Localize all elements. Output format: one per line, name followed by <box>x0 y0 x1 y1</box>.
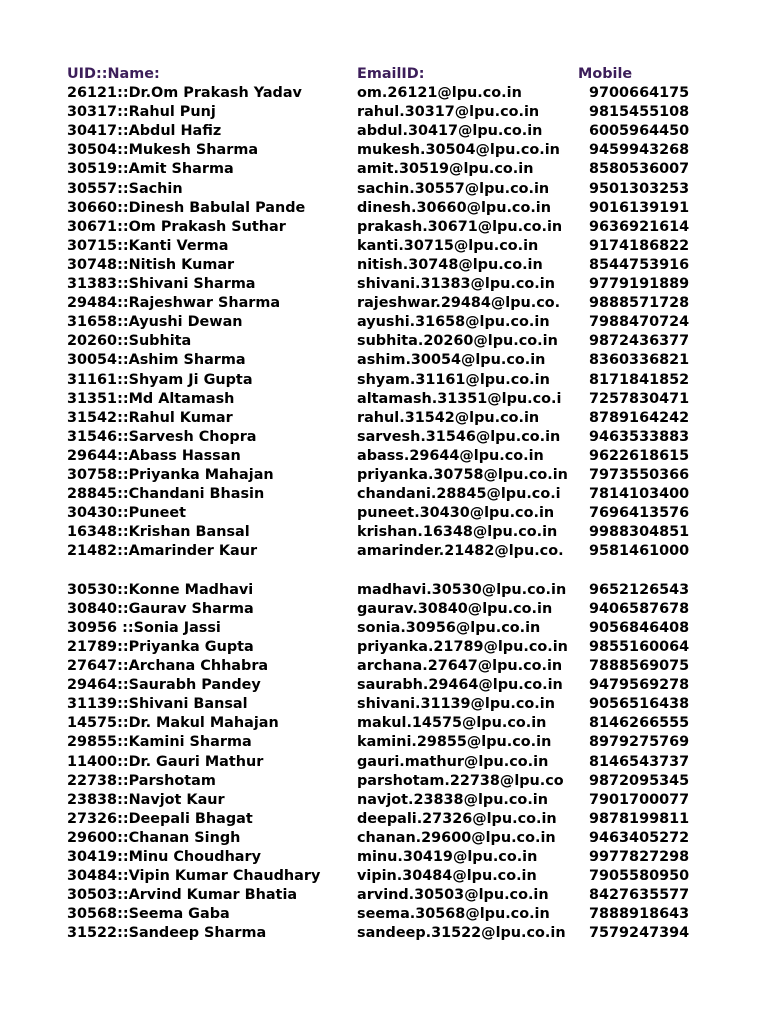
email-cell: arvind.30503@lpu.co.in <box>357 887 549 904</box>
table-row <box>0 390 768 409</box>
table-row <box>0 84 768 103</box>
email-cell: rajeshwar.29484@lpu.co. <box>357 295 561 312</box>
uid-name-cell: 20260::Subhita <box>67 333 192 350</box>
uid-name-cell: 27326::Deepali Bhagat <box>67 810 253 827</box>
email-cell: seema.30568@lpu.co.in <box>357 906 550 923</box>
table-row <box>0 924 768 943</box>
uid-name-cell: 30956 ::Sonia Jassi <box>67 619 221 636</box>
email-cell: sarvesh.31546@lpu.co.in <box>357 428 561 445</box>
email-cell: om.26121@lpu.co.in <box>357 85 522 101</box>
uid-name-cell: 31383::Shivani Sharma <box>67 276 256 292</box>
uid-name-cell: 29484::Rajeshwar Sharma <box>67 295 281 312</box>
email-cell: kanti.30715@lpu.co.in <box>357 237 539 254</box>
table-row <box>0 180 768 199</box>
uid-name-cell: 29464::Saurabh Pandey <box>67 677 261 694</box>
mobile-cell: 8360336821 <box>589 352 690 369</box>
email-cell: parshotam.22738@lpu.co <box>357 772 564 789</box>
mobile-cell: 9815455108 <box>589 104 690 121</box>
uid-name-cell: 30530::Konne Madhavi <box>67 581 254 598</box>
mobile-cell: 9872436377 <box>589 333 690 350</box>
table-row <box>0 103 768 122</box>
email-cell: kamini.29855@lpu.co.in <box>357 734 552 751</box>
mobile-cell: 8427635577 <box>589 887 690 904</box>
email-cell: amarinder.21482@lpu.co. <box>357 543 564 560</box>
mobile-cell: 7973550366 <box>589 467 690 483</box>
uid-name-cell: 30504::Mukesh Sharma <box>67 142 259 159</box>
email-cell: minu.30419@lpu.co.in <box>357 849 538 865</box>
email-cell: ayushi.31658@lpu.co.in <box>357 314 550 331</box>
mobile-cell: 8580536007 <box>589 161 690 178</box>
mobile-cell: 9479569278 <box>589 677 690 694</box>
table-row <box>0 542 768 561</box>
table-row <box>0 294 768 313</box>
uid-name-cell: 26121::Dr.Om Prakash Yadav <box>67 85 302 101</box>
mobile-cell: 9779191889 <box>589 276 690 292</box>
mobile-cell: 9174186822 <box>589 237 690 254</box>
mobile-cell: 9988304851 <box>589 524 690 541</box>
email-cell: abass.29644@lpu.co.in <box>357 447 544 464</box>
mobile-cell: 9636921614 <box>589 218 690 235</box>
uid-name-cell: 31161::Shyam Ji Gupta <box>67 371 253 388</box>
table-row <box>0 905 768 924</box>
mobile-cell: 7579247394 <box>589 925 690 942</box>
email-cell: priyanka.30758@lpu.co.in <box>357 467 568 483</box>
email-cell: archana.27647@lpu.co.in <box>357 658 563 674</box>
uid-name-cell: 23838::Navjot Kaur <box>67 791 225 808</box>
table-row <box>0 160 768 179</box>
email-cell: sandeep.31522@lpu.co.in <box>357 925 566 942</box>
uid-name-cell: 31139::Shivani Bansal <box>67 696 248 713</box>
email-cell: ashim.30054@lpu.co.in <box>357 352 546 369</box>
uid-name-cell: 29855::Kamini Sharma <box>67 734 252 751</box>
mobile-cell: 7905580950 <box>589 868 690 885</box>
table-row <box>0 772 768 791</box>
table-row <box>0 256 768 275</box>
mobile-cell: 7888918643 <box>589 906 690 923</box>
table-row <box>0 714 768 733</box>
mobile-cell: 9501303253 <box>589 180 690 197</box>
mobile-cell: 8146543737 <box>589 753 690 770</box>
uid-name-cell: 31658::Ayushi Dewan <box>67 314 243 331</box>
uid-name-cell: 30840::Gaurav Sharma <box>67 600 254 617</box>
uid-name-cell: 30758::Priyanka Mahajan <box>67 467 274 483</box>
uid-name-cell: 11400::Dr. Gauri Mathur <box>67 753 264 770</box>
uid-name-cell: 31542::Rahul Kumar <box>67 409 233 426</box>
uid-name-cell: 30715::Kanti Verma <box>67 237 229 254</box>
uid-name-cell: 31522::Sandeep Sharma <box>67 925 267 942</box>
email-cell: gaurav.30840@lpu.co.in <box>357 600 553 617</box>
email-cell: rahul.30317@lpu.co.in <box>357 104 540 121</box>
uid-name-cell: 29644::Abass Hassan <box>67 447 241 464</box>
uid-name-cell: 31546::Sarvesh Chopra <box>67 428 257 445</box>
mobile-cell: 9652126543 <box>589 581 690 598</box>
table-row <box>0 848 768 867</box>
email-cell: shivani.31139@lpu.co.in <box>357 696 555 713</box>
table-row <box>0 371 768 390</box>
mobile-cell: 7901700077 <box>589 791 690 808</box>
email-cell: nitish.30748@lpu.co.in <box>357 256 543 273</box>
mobile-cell: 8979275769 <box>589 734 690 751</box>
table-row <box>0 733 768 752</box>
email-cell: madhavi.30530@lpu.co.in <box>357 581 567 598</box>
mobile-cell: 9855160064 <box>589 638 690 655</box>
email-cell: rahul.31542@lpu.co.in <box>357 409 540 426</box>
table-row <box>0 313 768 332</box>
mobile-cell: 7814103400 <box>589 486 690 503</box>
email-column-header: EmailID: <box>357 66 425 82</box>
table-row <box>0 619 768 638</box>
email-cell: shivani.31383@lpu.co.in <box>357 276 555 292</box>
email-cell: vipin.30484@lpu.co.in <box>357 868 537 885</box>
email-cell: chanan.29600@lpu.co.in <box>357 829 556 846</box>
uid-name-cell: 30417::Abdul Hafiz <box>67 123 222 140</box>
mobile-cell: 9056516438 <box>589 696 690 713</box>
uid-name-cell: 30317::Rahul Punj <box>67 104 216 121</box>
table-row <box>0 867 768 886</box>
table-row <box>0 638 768 657</box>
uid-name-cell: 30430::Puneet <box>67 505 187 522</box>
mobile-cell: 9406587678 <box>589 600 690 617</box>
table-row <box>0 447 768 466</box>
table-row <box>0 676 768 695</box>
mobile-cell: 9878199811 <box>589 810 690 827</box>
mobile-cell: 8146266555 <box>589 715 690 732</box>
mobile-cell: 9872095345 <box>589 772 690 789</box>
table-row <box>0 581 768 600</box>
mobile-cell: 7696413576 <box>589 505 690 522</box>
email-cell: saurabh.29464@lpu.co.in <box>357 677 563 694</box>
uid-name-cell: 30748::Nitish Kumar <box>67 256 235 273</box>
email-cell: makul.14575@lpu.co.in <box>357 715 547 732</box>
email-cell: deepali.27326@lpu.co.in <box>357 810 557 827</box>
uid-name-cell: 14575::Dr. Makul Mahajan <box>67 715 279 732</box>
email-cell: chandani.28845@lpu.co.i <box>357 486 561 503</box>
uid-name-cell: 16348::Krishan Bansal <box>67 524 250 541</box>
table-row <box>0 523 768 542</box>
mobile-cell: 9056846408 <box>589 619 690 636</box>
uid-name-cell: 30519::Amit Sharma <box>67 161 234 178</box>
email-cell: shyam.31161@lpu.co.in <box>357 371 550 388</box>
table-row <box>0 600 768 619</box>
table-row <box>0 409 768 428</box>
table-row <box>0 466 768 485</box>
email-cell: sachin.30557@lpu.co.in <box>357 180 550 197</box>
mobile-cell: 9977827298 <box>589 849 690 865</box>
uid-name-cell: 21482::Amarinder Kaur <box>67 543 258 560</box>
table-row <box>0 122 768 141</box>
table-row <box>0 753 768 772</box>
table-row <box>0 485 768 504</box>
uid-name-cell: 31351::Md Altamash <box>67 390 235 407</box>
email-cell: subhita.20260@lpu.co.in <box>357 333 558 350</box>
email-cell: mukesh.30504@lpu.co.in <box>357 142 560 159</box>
table-row <box>0 829 768 848</box>
mobile-cell: 9581461000 <box>589 543 690 560</box>
table-row <box>0 199 768 218</box>
mobile-cell: 9700664175 <box>589 85 690 101</box>
mobile-cell: 6005964450 <box>589 123 690 140</box>
email-cell: puneet.30430@lpu.co.in <box>357 505 555 522</box>
email-cell: navjot.23838@lpu.co.in <box>357 791 548 808</box>
email-cell: amit.30519@lpu.co.in <box>357 161 534 178</box>
uid-name-cell: 30484::Vipin Kumar Chaudhary <box>67 868 321 885</box>
mobile-cell: 8789164242 <box>589 409 690 426</box>
table-row <box>0 695 768 714</box>
mobile-cell: 7988470724 <box>589 314 690 331</box>
uid-name-cell: 30671::Om Prakash Suthar <box>67 218 286 235</box>
mobile-cell: 9622618615 <box>589 447 690 464</box>
email-cell: gauri.mathur@lpu.co.in <box>357 753 549 770</box>
table-row <box>0 428 768 447</box>
table-row <box>0 237 768 256</box>
mobile-cell: 8544753916 <box>589 256 690 273</box>
uid-name-cell: 30660::Dinesh Babulal Pande <box>67 199 306 216</box>
uid-name-cell: 30503::Arvind Kumar Bhatia <box>67 887 298 904</box>
email-cell: altamash.31351@lpu.co.i <box>357 390 562 407</box>
mobile-cell: 9016139191 <box>589 199 690 216</box>
uid-name-cell: 30568::Seema Gaba <box>67 906 230 923</box>
email-cell: prakash.30671@lpu.co.in <box>357 218 563 235</box>
uid-name-cell: 28845::Chandani Bhasin <box>67 486 265 503</box>
uid-name-cell: 29600::Chanan Singh <box>67 829 241 846</box>
table-row <box>0 141 768 160</box>
mobile-cell: 9888571728 <box>589 295 690 312</box>
uid-name-cell: 30419::Minu Choudhary <box>67 849 261 865</box>
table-row <box>0 504 768 523</box>
table-row <box>0 332 768 351</box>
mobile-cell: 9459943268 <box>589 142 690 159</box>
mobile-cell: 9463533883 <box>589 428 690 445</box>
uid-name-cell: 22738::Parshotam <box>67 772 216 789</box>
mobile-cell: 7257830471 <box>589 390 690 407</box>
email-cell: sonia.30956@lpu.co.in <box>357 619 541 636</box>
table-row <box>0 275 768 294</box>
email-cell: abdul.30417@lpu.co.in <box>357 123 543 140</box>
mobile-cell: 7888569075 <box>589 658 690 674</box>
mobile-cell: 9463405272 <box>589 829 690 846</box>
email-cell: dinesh.30660@lpu.co.in <box>357 199 551 216</box>
mobile-cell: 8171841852 <box>589 371 690 388</box>
uid-name-cell: 27647::Archana Chhabra <box>67 658 269 674</box>
header-row <box>0 65 768 84</box>
uid-name-cell: 30557::Sachin <box>67 180 183 197</box>
table-row <box>0 791 768 810</box>
table-row <box>0 351 768 370</box>
uid-name-column-header: UID::Name: <box>67 66 160 82</box>
email-cell: priyanka.21789@lpu.co.in <box>357 638 568 655</box>
email-cell: krishan.16348@lpu.co.in <box>357 524 558 541</box>
mobile-column-header: Mobile <box>578 66 633 82</box>
table-row <box>0 886 768 905</box>
uid-name-cell: 21789::Priyanka Gupta <box>67 638 254 655</box>
table-row <box>0 657 768 676</box>
table-row <box>0 810 768 829</box>
uid-name-cell: 30054::Ashim Sharma <box>67 352 246 369</box>
table-row <box>0 218 768 237</box>
